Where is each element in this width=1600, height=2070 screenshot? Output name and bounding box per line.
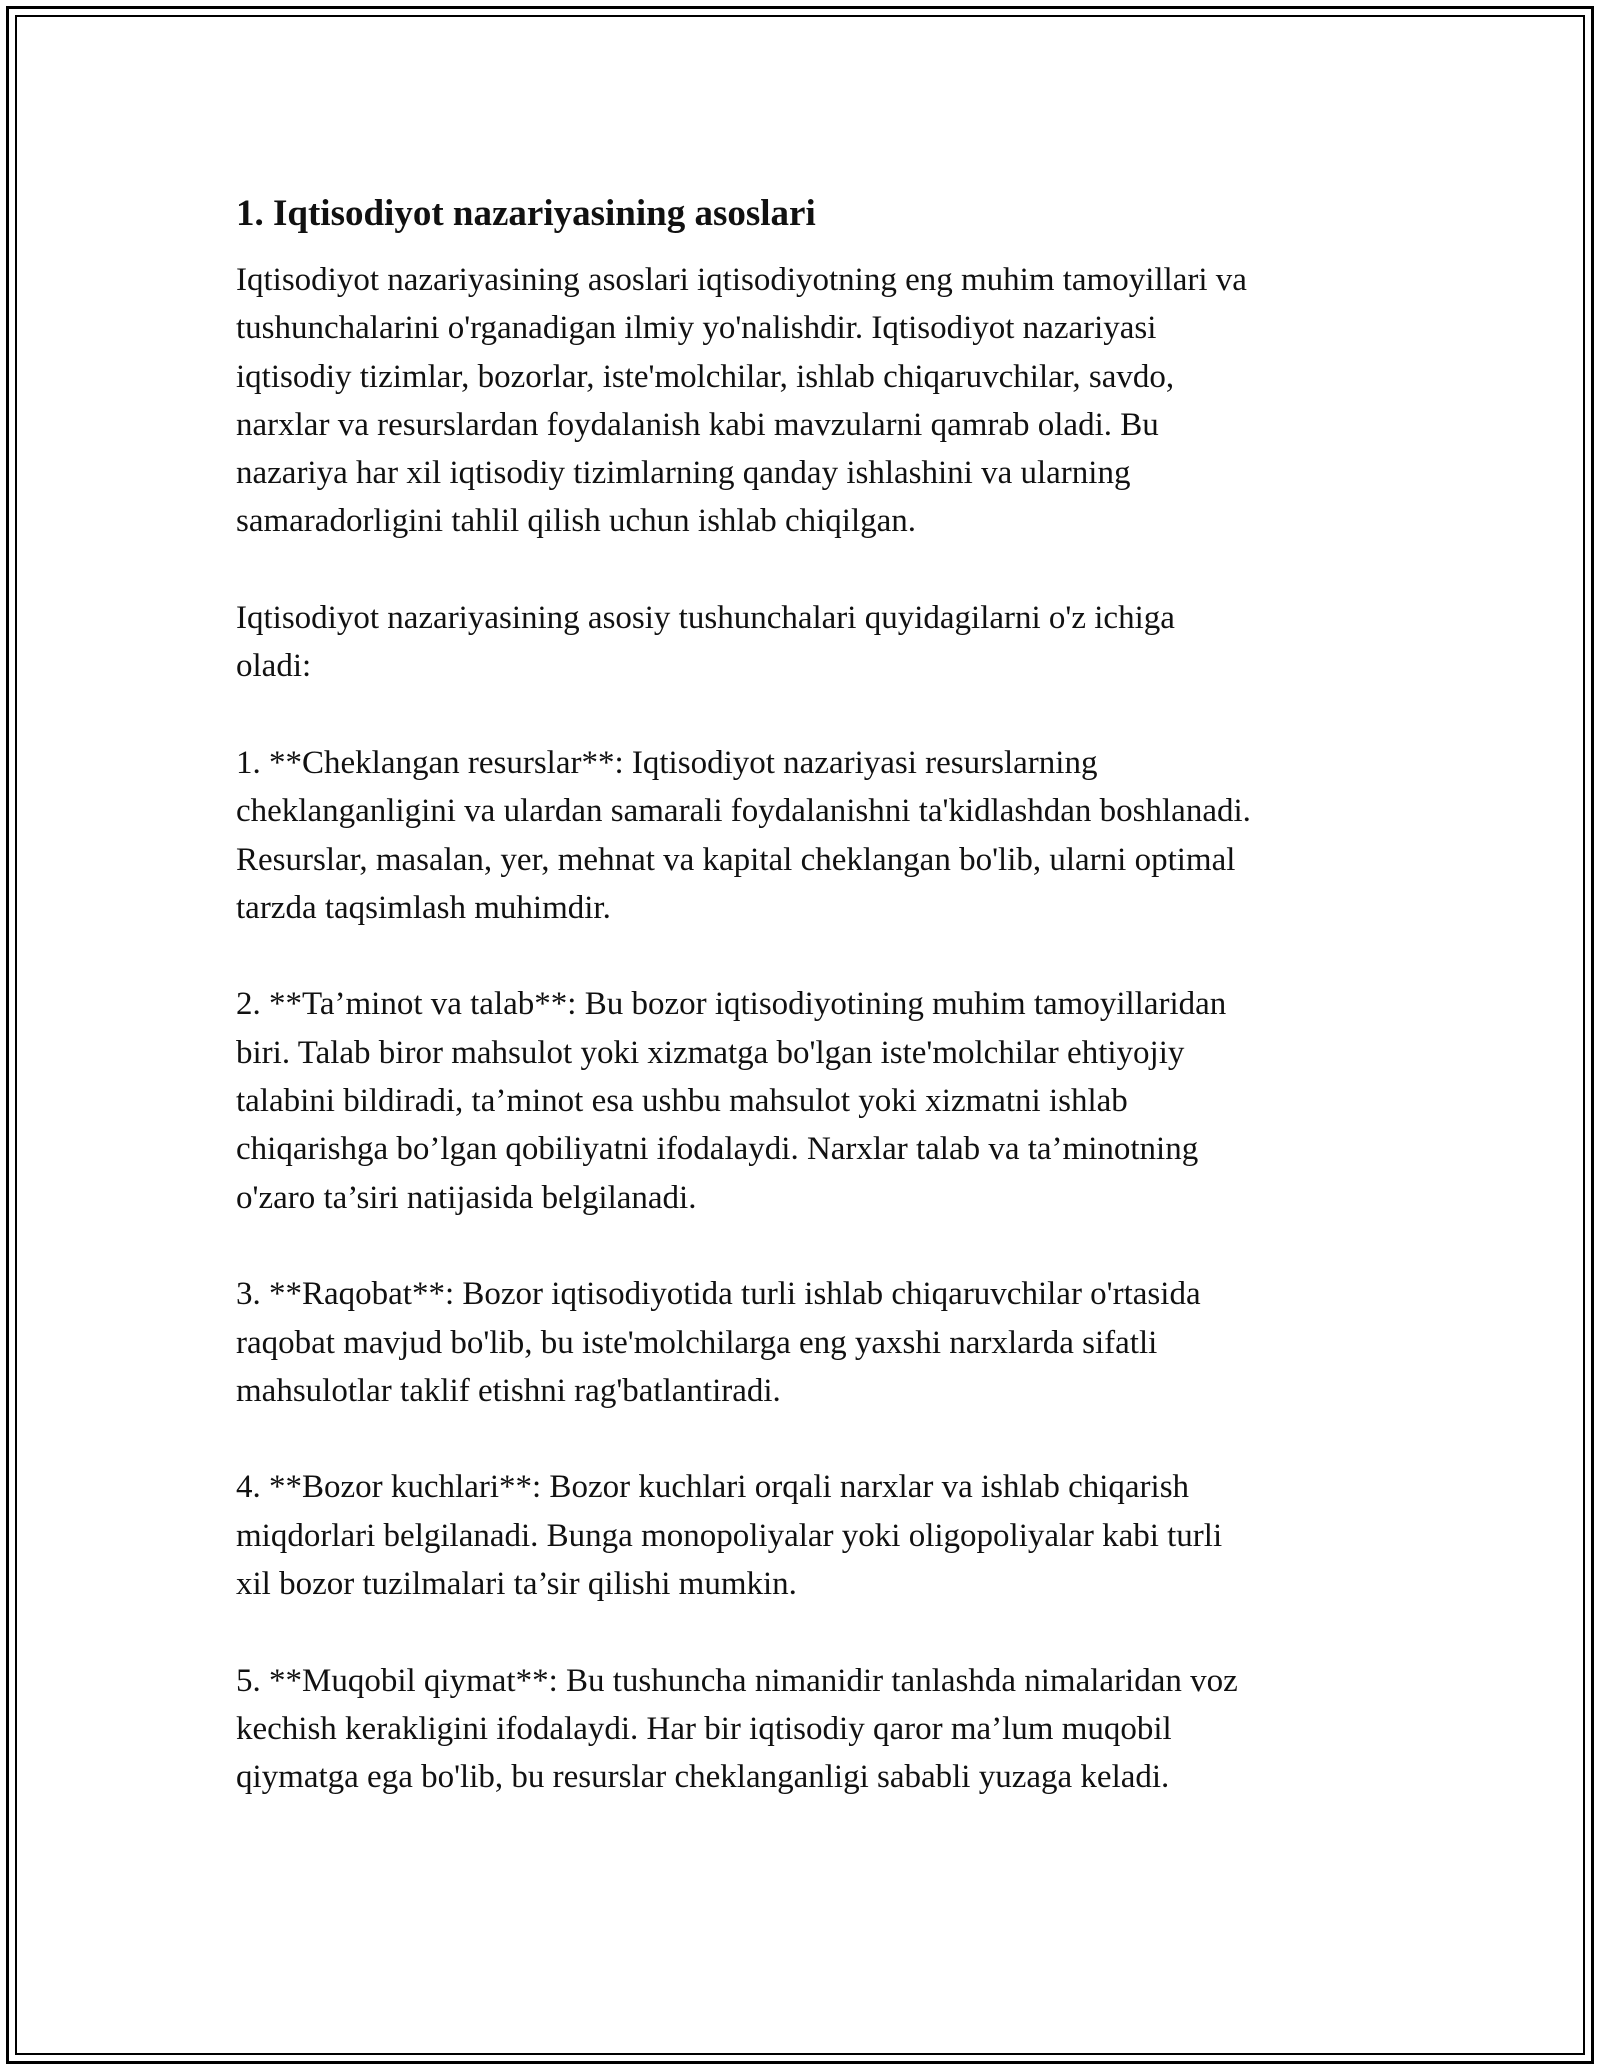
document-page <box>236 190 1386 1802</box>
list-item-competition: 3. **Raqobat**: Bozor iqtisodiyotida turli ishlab chiqaruvchilar o'rtasida raqobat mavjud bo'lib, bu iste'molchilarga eng yaxshi narxlarda sifatli mahsulotlar taklif etishni rag'batlantiradi. <box>236 1276 1201 1409</box>
document-title: 1. Iqtisodiyot nazariyasining asoslari <box>236 193 816 234</box>
paragraph-gap <box>236 1222 1386 1270</box>
list-item-opportunity-cost: 5. **Muqobil qiymat**: Bu tushuncha nimanidir tanlashda nimalaridan voz kechish kerakligini ifodalaydi. Har bir iqtisodiy qaror ma’lum muqobil qiymatga ega bo'lib, bu resurslar cheklanganligi sababli yuzaga keladi. <box>236 1662 1238 1796</box>
concepts-intro-paragraph: Iqtisodiyot nazariyasining asosiy tushunchalari quyidagilarni o'z ichiga oladi: <box>236 600 1175 685</box>
paragraph-gap <box>236 691 1386 739</box>
paragraph-gap <box>236 1608 1386 1656</box>
list-item-limited-resources: 1. **Cheklangan resurslar**: Iqtisodiyot nazariyasi resurslarning cheklanganligini va ulardan samarali foydalanishni ta'kidlashdan boshlanadi. Resurslar, masalan, yer, mehnat va kapital cheklangan bo'lib, ularni optimal tarzda taqsimlash muhimdir. <box>236 744 1251 926</box>
paragraph-gap <box>236 932 1386 980</box>
paragraph-gap <box>236 1415 1386 1463</box>
list-item-supply-demand: 2. **Ta’minot va talab**: Bu bozor iqtisodiyotining muhim tamoyillaridan biri. Talab biror mahsulot yoki xizmatga bo'lgan iste'molchilar ehtiyojiy talabini bildiradi, ta’minot esa ushbu mahsulot yoki xizmatni ishlab chiqarishga bo’lgan qobiliyatni ifodalaydi. Narxlar talab va ta’minotning o'zaro ta’siri natijasida belgilanadi. <box>236 986 1227 1216</box>
list-item-market-forces: 4. **Bozor kuchlari**: Bozor kuchlari orqali narxlar va ishlab chiqarish miqdorlari belgilanadi. Bunga monopoliyalar yoki oligopoliyalar kabi turli xil bozor tuzilmalari ta’sir qilishi mumkin. <box>236 1469 1223 1603</box>
intro-paragraph: Iqtisodiyot nazariyasining asoslari iqtisodiyotning eng muhim tamoyillari va tushunchalarini o'rganadigan ilmiy yo'nalishdir. Iqtisodiyot nazariyasi iqtisodiy tizimlar, bozorlar, iste'molchilar, ishlab chiqaruvchilar, savdo, narxlar va resurslardan foydalanish kabi mavzularni qamrab oladi. Bu nazariya har xil iqtisodiy tizimlarning qanday ishlashini va ularning samaradorligini tahlil qilish uchun ishlab chiqilgan. <box>236 262 1247 540</box>
paragraph-gap <box>236 546 1386 594</box>
